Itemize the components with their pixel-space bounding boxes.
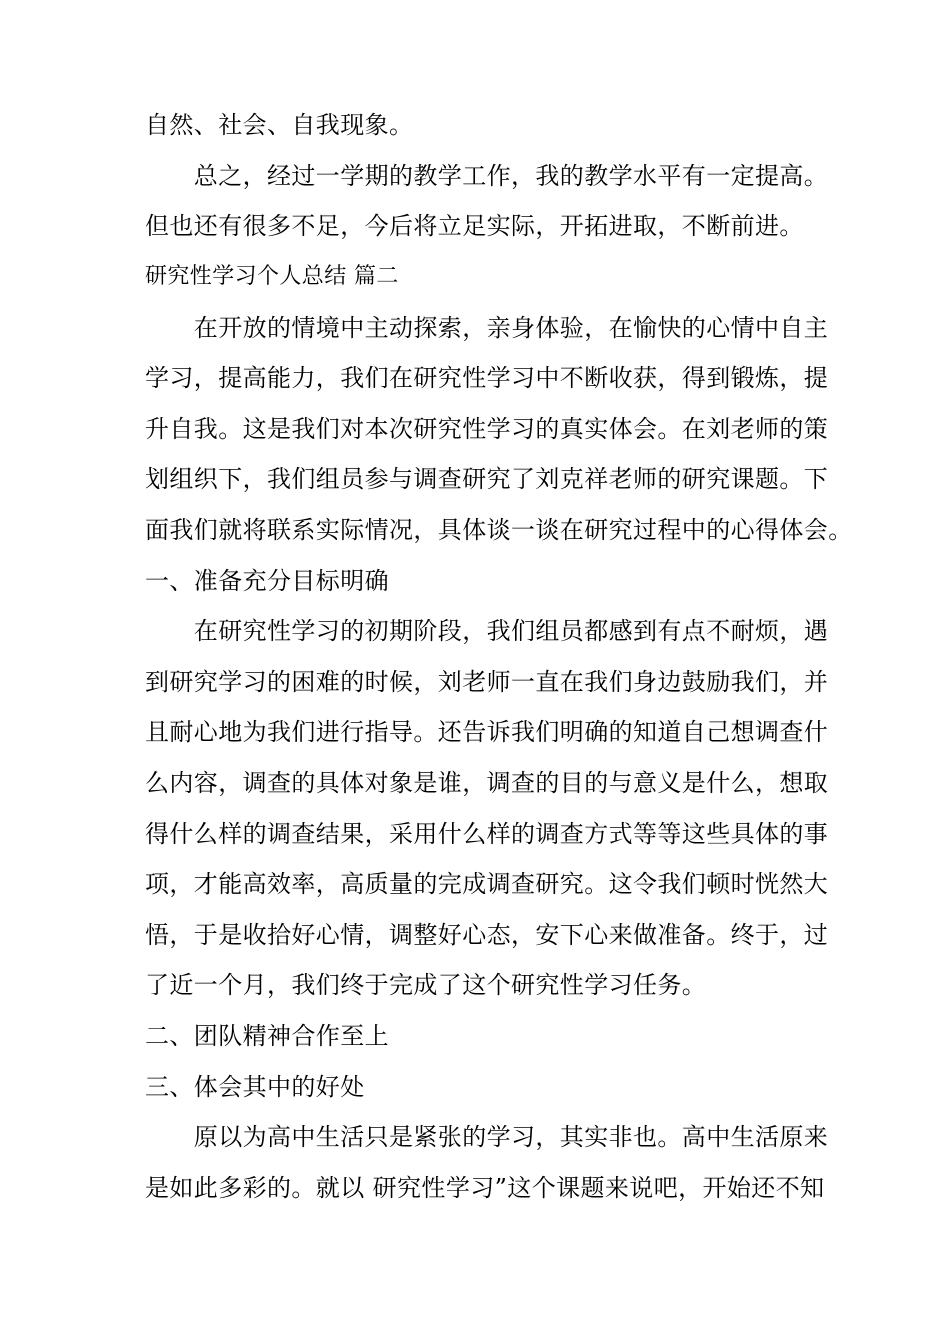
text-line: 总之，经过一学期的教学工作，我的教学水平有一定提高。: [145, 162, 829, 190]
text-line: 么内容，调查的具体对象是谁，调查的目的与意义是什么，想取: [145, 769, 829, 797]
text-line: 但也还有很多不足，今后将立足实际，开拓进取，不断前进。: [145, 212, 804, 240]
text-line: 面我们就将联系实际情况，具体谈一谈在研究过程中的心得体会。: [145, 516, 853, 544]
text-line: 在开放的情境中主动探索，亲身体验，在愉快的心情中自主: [145, 314, 829, 342]
text-line: 了近一个月，我们终于完成了这个研究性学习任务。: [145, 971, 707, 999]
subheading: 三、体会其中的好处: [145, 1073, 365, 1101]
text-line: 升自我。这是我们对本次研究性学习的真实体会。在刘老师的策: [145, 415, 829, 443]
text-line: 且耐心地为我们进行指导。还告诉我们明确的知道自己想调查什: [145, 718, 829, 746]
section-heading: 研究性学习个人总结 篇二: [145, 264, 399, 289]
text-line: 划组织下，我们组员参与调查研究了刘克祥老师的研究课题。下: [145, 465, 829, 493]
text-line: 原以为高中生活只是紧张的学习，其实非也。高中生活原来: [145, 1123, 829, 1151]
text-line: 在研究性学习的初期阶段，我们组员都感到有点不耐烦，遇: [145, 617, 829, 645]
text-line: 学习，提高能力，我们在研究性学习中不断收获，得到锻炼，提: [145, 364, 829, 392]
text-line: 项，才能高效率，高质量的完成调查研究。这令我们顿时恍然大: [145, 870, 829, 898]
subheading: 一、准备充分目标明确: [145, 567, 389, 595]
text-line: 是如此多彩的。就以 研究性学习”这个课题来说吧，开始还不知: [145, 1174, 825, 1202]
text-line: 得什么样的调查结果，采用什么样的调查方式等等这些具体的事: [145, 820, 829, 848]
text-line: 自然、社会、自我现象。: [145, 111, 414, 139]
text-line: 到研究学习的困难的时候，刘老师一直在我们身边鼓励我们，并: [145, 668, 829, 696]
text-line: 悟，于是收拾好心情，调整好心态，安下心来做准备。终于，过: [145, 921, 829, 949]
subheading: 二、团队精神合作至上: [145, 1022, 389, 1050]
